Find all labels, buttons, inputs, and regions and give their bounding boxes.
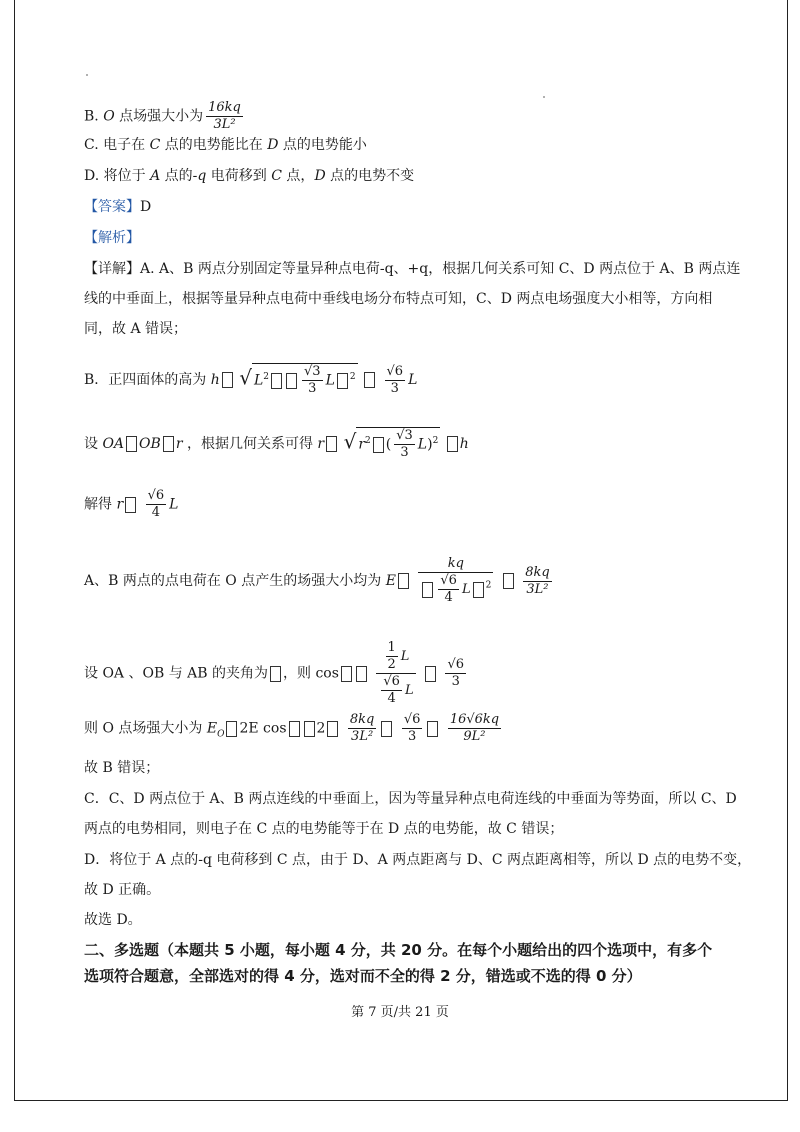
set-text: 设 <box>84 436 98 452</box>
missing-glyph-box <box>270 666 281 682</box>
missing-glyph-box <box>356 666 367 682</box>
option-d-var-d: D <box>314 168 326 184</box>
missing-glyph-box <box>364 372 375 388</box>
missing-glyph-box <box>289 721 300 737</box>
option-d-text: 点， <box>281 168 315 184</box>
option-b-text: 点场强大小为 <box>114 108 204 125</box>
missing-glyph-box <box>425 666 436 682</box>
section-heading-2: 选项符合题意，全部选对的得 4 分，选对而不全的得 2 分，错选或不选的得 0 分） <box>84 967 642 985</box>
c-line-2: 两点的电势相同，则电子在 C 点的电势能等于在 D 点的电势能，故 C 错误； <box>84 821 564 837</box>
angle-num-bot: 2 <box>387 657 396 672</box>
sqrt-fraction <box>302 364 323 397</box>
field-result <box>523 565 551 598</box>
eo-sub: O <box>217 729 225 740</box>
field-text: A、B 两点的点电荷在 O 点产生的场强大小均为 <box>84 573 382 589</box>
option-d-var-c: C <box>271 168 282 184</box>
option-c <box>84 135 367 155</box>
set-r: r <box>175 436 183 452</box>
field-res-num: 8kq <box>525 564 550 580</box>
angle-text: 设 OA 、OB 与 AB 的夹角为 <box>84 665 269 682</box>
angle-fraction: $\frac{1}{2}$ L $\frac{√6}{4}$ L <box>376 640 415 707</box>
option-b-prefix: B. <box>84 108 104 125</box>
set-formula <box>84 427 469 461</box>
option-c-text: C. 电子在 <box>84 137 150 153</box>
option-b-den: 3L² <box>213 117 236 132</box>
field-res-den: 3L² <box>526 581 549 597</box>
angle-num-top: 1 <box>387 640 396 655</box>
missing-glyph-box <box>326 436 337 452</box>
field-num: kq <box>447 556 464 571</box>
set-text2: ，根据几何关系可得 <box>186 436 313 452</box>
field-inner-num: √6 <box>440 573 457 588</box>
missing-glyph-box <box>125 497 136 513</box>
eo-mid: 2E cos <box>239 720 287 737</box>
missing-glyph-box <box>226 721 237 737</box>
field-formula <box>84 556 555 606</box>
eo-formula <box>84 712 504 745</box>
scan-dot <box>543 96 545 98</box>
option-d-text: D. 将位于 <box>84 168 151 184</box>
eo-fraction-3 <box>448 712 501 745</box>
solve-num: √6 <box>147 488 165 503</box>
missing-glyph-box <box>427 721 438 737</box>
detail-line-3: 同，故 A 错误； <box>84 321 188 337</box>
set-h: h <box>459 436 469 452</box>
option-d-text: 电荷移到 <box>206 168 272 184</box>
answer-label: 【答案】 <box>84 199 140 215</box>
eo-f3-num: 16√6kq <box>449 712 500 727</box>
missing-glyph-box <box>126 436 137 452</box>
option-d-var-q: q <box>197 168 207 184</box>
eo-two: 2 <box>316 720 326 737</box>
angle-den-den: 4 <box>387 691 396 706</box>
option-d-text: 点的- <box>160 168 198 184</box>
eo-f2-den: 3 <box>407 729 417 744</box>
solve-den: 4 <box>151 505 161 520</box>
set-oa: OA <box>102 436 125 452</box>
missing-glyph-box <box>286 373 297 389</box>
analysis-label-text: 【解析】 <box>84 230 140 246</box>
missing-glyph-box <box>503 573 514 589</box>
missing-glyph-box <box>222 372 233 388</box>
b-height-result <box>385 364 406 397</box>
eo-f3-den: 9L² <box>463 729 486 744</box>
set-r2: r <box>317 436 325 452</box>
angle-num-frac <box>386 640 398 673</box>
analysis-label <box>84 228 140 248</box>
eo-text: 则 O 点场强大小为 <box>84 720 203 737</box>
missing-glyph-box <box>271 373 282 389</box>
missing-glyph-box <box>341 666 352 682</box>
option-b <box>84 100 246 133</box>
option-c-text: 点的电势能小 <box>278 137 367 153</box>
d-line-2: 故 D 正确。 <box>84 882 161 898</box>
b-height-sqrt: √ $L^2$ $\frac{√3}{3}$ L $^2$ <box>239 364 356 396</box>
set-sqrt-num: √3 <box>396 428 413 443</box>
option-b-num: 16kq <box>208 100 241 115</box>
field-inner-fraction <box>438 573 459 606</box>
missing-glyph-box <box>473 582 484 598</box>
h-var: h <box>210 372 220 388</box>
sqrt-frac-den: 3 <box>308 381 317 396</box>
angle-result <box>445 657 466 690</box>
scan-dot <box>86 74 88 76</box>
b-height-res-num: √6 <box>386 363 404 379</box>
solve-l: L <box>169 496 179 513</box>
angle-formula <box>84 640 469 707</box>
answer-line <box>84 197 151 217</box>
d-line-1: D．将位于 A 点的-q 电荷移到 C 点，由于 D、A 两点距离与 D、C 两点距离相等，所以 D 点的电势不变， <box>84 852 752 868</box>
eo-fraction-1 <box>348 712 376 745</box>
b-height-res-den: 3 <box>390 380 399 396</box>
b-wrong: 故 B 错误； <box>84 760 160 776</box>
field-e: E <box>385 573 396 589</box>
missing-glyph-box <box>398 573 409 589</box>
option-d <box>84 166 414 186</box>
eo-f1-num: 8kq <box>349 712 375 727</box>
c-line-1: C．C、D 两点位于 A、B 两点连线的中垂面上，因为等量异种点电荷连线的中垂面为等势面，所以 C、D <box>84 791 737 807</box>
missing-glyph-box <box>381 721 392 737</box>
option-c-var-c: C <box>149 137 161 153</box>
eo-var: E <box>206 720 218 737</box>
missing-glyph-box <box>447 436 458 452</box>
field-inner-den: 4 <box>444 590 453 605</box>
missing-glyph-box <box>422 582 433 598</box>
option-d-var-a: A <box>150 168 161 184</box>
set-sqrt-den: 3 <box>400 445 409 460</box>
angle-text2: ，则 cos <box>283 665 339 682</box>
option-c-text: 点的电势能比在 <box>160 137 268 153</box>
b-height-text: B．正四面体的高为 <box>84 372 207 388</box>
set-sqrt: √ $r^2$ ( $\frac{√3}{3}$ L)$^2$ <box>343 428 439 460</box>
solve-text: 解得 <box>84 496 112 513</box>
choose-line: 故选 D。 <box>84 912 142 928</box>
page-footer: 第 7 页/共 21 页 <box>351 1005 449 1020</box>
b-height-res-var: L <box>408 372 418 388</box>
angle-res-den: 3 <box>451 674 460 689</box>
detail-line-2: 线的中垂面上，根据等量异种点电荷中垂线电场分布特点可知，C、D 两点电场强度大小相等，方向相 <box>84 291 713 307</box>
set-sqrt-frac <box>394 428 415 461</box>
solve-fraction <box>146 488 167 521</box>
solve-r: r <box>116 496 124 513</box>
eo-f1-den: 3L² <box>351 729 374 744</box>
sqrt-frac-num: √3 <box>304 364 321 379</box>
section-heading-1: 二、多选题（本题共 5 小题，每小题 4 分，共 20 分。在每个小题给出的四个选项中，有多个 <box>84 941 713 959</box>
option-b-fraction <box>206 100 243 133</box>
missing-glyph-box <box>373 437 384 453</box>
field-fraction: kq $\frac{√6}{4}$ L $^2$ <box>418 556 493 606</box>
missing-glyph-box <box>327 721 338 737</box>
detail-line-1: 【详解】A. A、B 两点分别固定等量异种点电荷-q、+q，根据几何关系可知 C、D 两点位于 A、B 两点连 <box>84 261 741 277</box>
answer-value: D <box>140 199 152 215</box>
option-c-var-d: D <box>267 137 279 153</box>
set-ob: OB <box>139 436 161 452</box>
sqrt-l: L <box>253 372 264 389</box>
angle-den-num: √6 <box>383 674 400 689</box>
option-d-text: 点的电势不变 <box>325 168 415 184</box>
solve-formula <box>84 488 178 521</box>
option-b-o: O <box>103 108 115 125</box>
eo-f2-num: √6 <box>403 712 421 727</box>
b-height-formula <box>84 363 417 397</box>
angle-res-num: √6 <box>447 657 465 672</box>
missing-glyph-box <box>304 721 315 737</box>
missing-glyph-box <box>337 373 348 389</box>
sqrt-l2: L <box>325 372 335 389</box>
missing-glyph-box <box>163 436 174 452</box>
angle-den-frac <box>381 674 402 707</box>
eo-fraction-2 <box>402 712 423 745</box>
